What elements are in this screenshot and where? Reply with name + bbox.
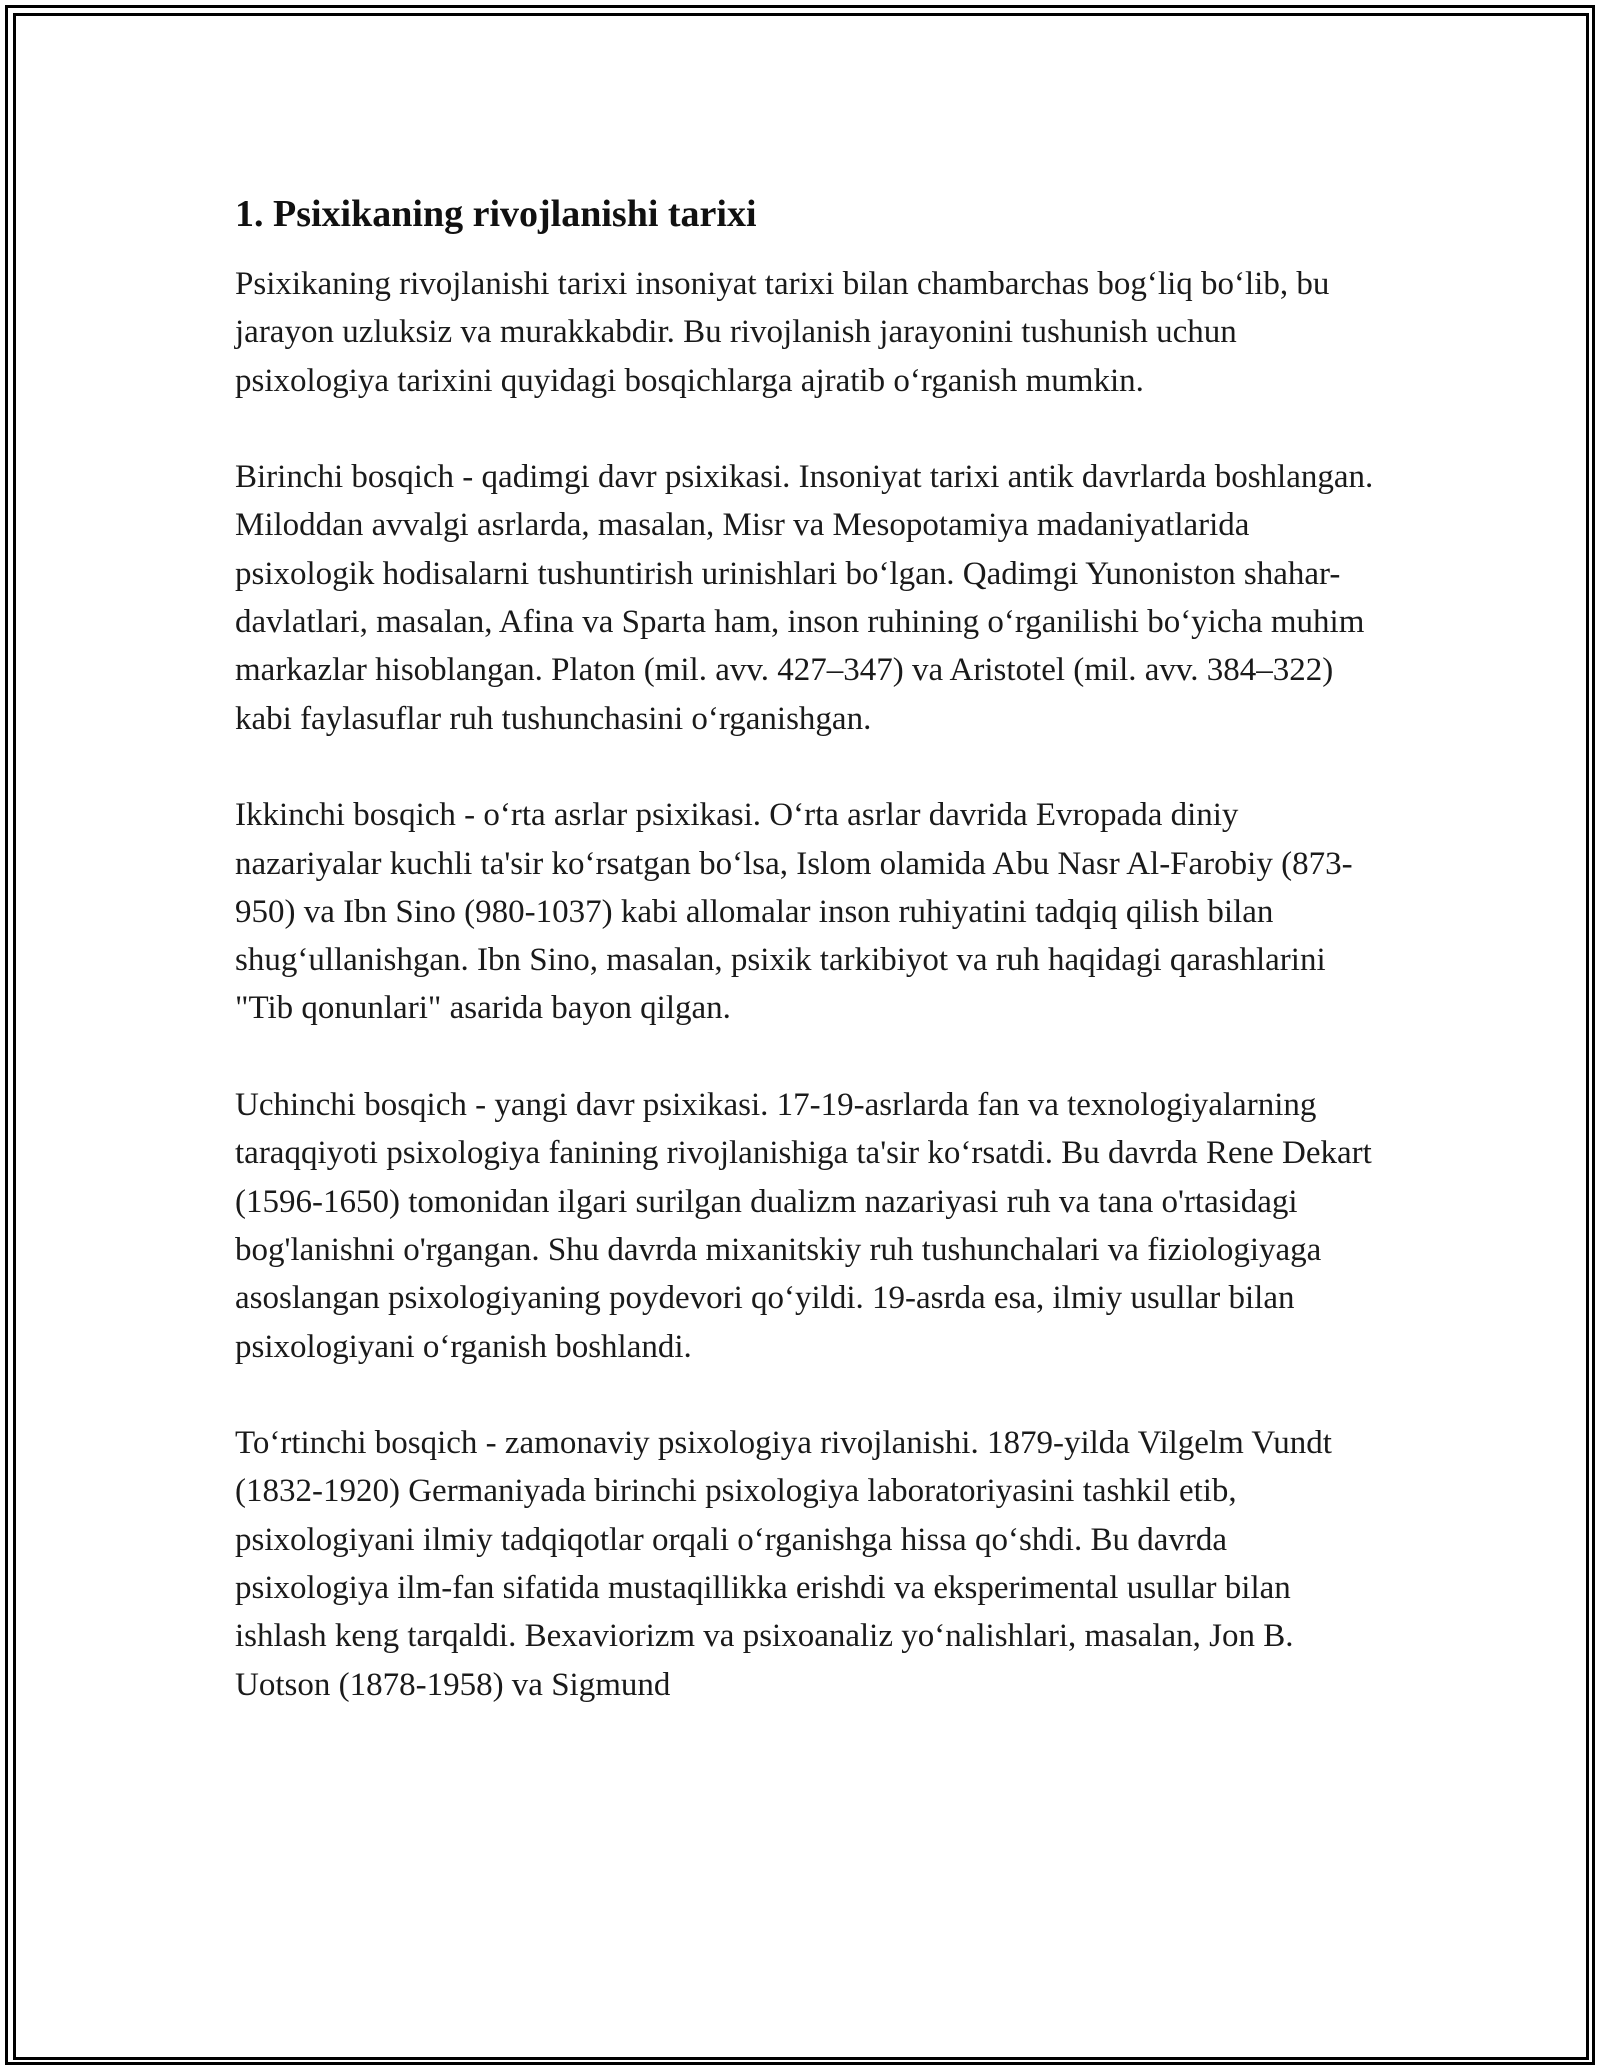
paragraph-intro: Psixikaning rivojlanishi tarixi insoniyat tarixi bilan chambarchas bog‘liq bo‘lib, bu jarayon uzluksiz va murakkabdir. Bu rivojlanish jarayonini tushunish uchun psixologiya tarixini quyidagi bosqichlarga ajratib o‘rganish mumkin. xyxy=(235,266,1330,399)
paragraph-stage-2: Ikkinchi bosqich - o‘rta asrlar psixikasi. O‘rta asrlar davrida Evropada diniy nazariyalar kuchli ta'sir ko‘rsatgan bo‘lsa, Islom olamida Abu Nasr Al-Farobiy (873-950) va Ibn Sino (980-1037) kabi allomalar inson ruhiyatini tadqiq qilish bilan shug‘ullanishgan. Ibn Sino, masalan, psixik tarkibiyot va ruh haqidagi qarashlarini "Tib qonunlari" asarida bayon qilgan. xyxy=(235,797,1353,1027)
document-body xyxy=(235,190,1385,1757)
section-heading: 1. Psixikaning rivojlanishi tarixi xyxy=(235,193,757,235)
paragraph-stage-3: Uchinchi bosqich - yangi davr psixikasi. 17-19-asrlarda fan va texnologiyalarning taraqqiyoti psixologiya fanining rivojlanishiga ta'sir ko‘rsatdi. Bu davrda Rene Dekart (1596-1650) tomonidan ilgari surilgan dualizm nazariyasi ruh va tana o'rtasidagi bog'lanishni o'rgangan. Shu davrda mixanitskiy ruh tushunchalari va fiziologiyaga asoslangan psixologiyaning poydevori qo‘yildi. 19-asrda esa, ilmiy usullar bilan psixologiyani o‘rganish boshlandi. xyxy=(235,1087,1372,1365)
paragraph-stage-4: To‘rtinchi bosqich - zamonaviy psixologiya rivojlanishi. 1879-yilda Vilgelm Vundt (1832-1920) Germaniyada birinchi psixologiya laboratoriyasini tashkil etib, psixologiyani ilmiy tadqiqotlar orqali o‘rganishga hissa qo‘shdi. Bu davrda psixologiya ilm-fan sifatida mustaqillikka erishdi va eksperimental usullar bilan ishlash keng tarqaldi. Bexaviorizm va psixoanaliz yo‘nalishlari, masalan, Jon B. Uotson (1878-1958) va Sigmund xyxy=(235,1425,1332,1703)
paragraph-stage-1: Birinchi bosqich - qadimgi davr psixikasi. Insoniyat tarixi antik davrlarda boshlangan. Miloddan avvalgi asrlarda, masalan, Misr va Mesopotamiya madaniyatlarida psixologik hodisalarni tushuntirish urinishlari bo‘lgan. Qadimgi Yunoniston shahar-davlatlari, masalan, Afina va Sparta ham, inson ruhining o‘rganilishi bo‘yicha muhim markazlar hisoblangan. Platon (mil. avv. 427–347) va Aristotel (mil. avv. 384–322) kabi faylasuflar ruh tushunchasini o‘rganishgan. xyxy=(235,459,1374,737)
